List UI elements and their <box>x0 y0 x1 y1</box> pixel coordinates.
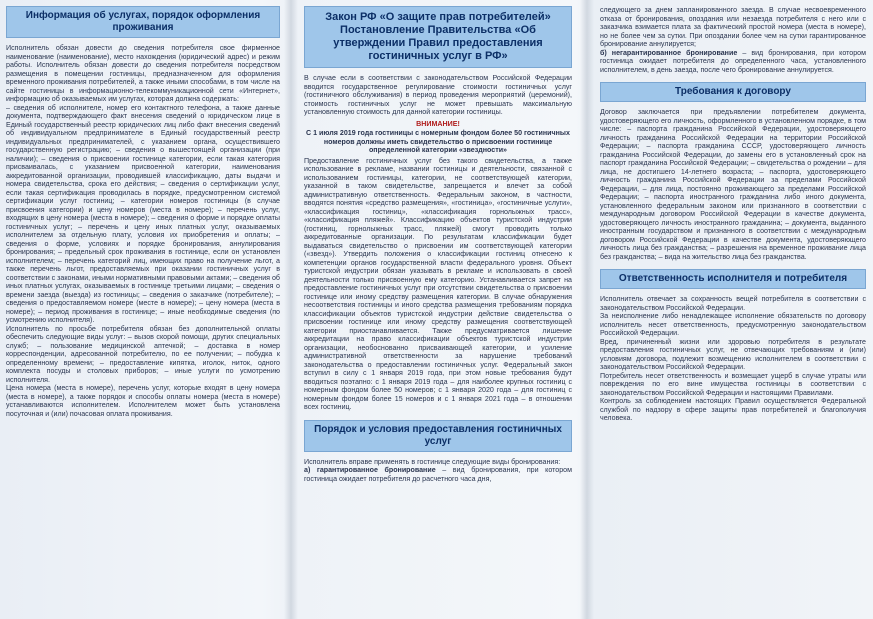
paragraph-guaranteed-booking <box>304 466 572 483</box>
paragraph-responsibility-1: Исполнитель отвечает за сохранность вещей потребителя в соответствии с законодательством Российской Федерации. <box>600 295 866 312</box>
nonguaranteed-booking-label: б) негарантированное бронирование <box>600 48 738 57</box>
heading-responsibility: Ответственность исполнителя и потребителя <box>600 269 866 289</box>
paragraph-state-regulation: В случае если в соответствии с законодательством Российской Федерации вводится государственное регулирование стоимости гостиничных услуг (гостиничного обслуживания) в период проведения мероприятий (церемоний), стоимость гостиничных услуг не может превышать максимальную установленную стоимость для данной категории гостиницы. <box>304 74 572 116</box>
heading-services-info: Информация об услугах, порядок оформления проживания <box>6 6 280 38</box>
notice-star-category: С 1 июля 2019 года гостиницы с номерным фондом более 50 гостиничных номеров должны иметь свидетельство о присвоении гостинице определенной категории «звездности» <box>306 129 570 154</box>
paragraph-guaranteed-continued: следующего за днем запланированного заезда. В случае несвоевременного отказа от бронирования, опоздания или незаезда потребителя с него или с заказчика взимается плата за фактический простой номера (места в номере), но не более чем за сутки. При опоздании более чем на сутки гарантированное бронирование аннулируется; <box>600 6 866 48</box>
paragraph-responsibility-5: Контроль за соблюдением настоящих Правил осуществляется Федеральной службой по надзору в сфере защиты прав потребителей и благополучия человека. <box>600 397 866 422</box>
paragraph-classification: Предоставление гостиничных услуг без такого свидетельства, а также использование в рекламе, названии гостиницы и деятельности, связанной с использованием гостиницы, категории, не соответствующей категории, указанной в таком свидетельстве, запрещается и влечет за собой административную ответственность. Федеральным законом, в частности, вводятся понятия «средство размещения», «гостиница», «гостиничные услуги», «классификация гостиниц», «классификация горнолыжных трасс», «классификация пляжей». Классификацию объектов туристской индустрии (гостиниц, горнолыжных трасс, пляжей) смогут проводить только аккредитованные организации. По результатам классификации будет выдаваться свидетельство о присвоении им соответствующей категории («звезд»). Утвердить положения о классификации гостиниц отнесено к компетенции органов государственной власти федерального уровня. Объект туристской индустрии обязан указывать в рекламе и использовать в своей деятельности только присвоенную ему категорию. Устанавливается запрет на предоставление гостиничных услуг при отсутствии свидетельства о присвоении гостинице или иному средству размещения категории. В случае обнаружения несоответствия гостиницы и иного средства размещения требованиям порядка классификации объектов туристской индустрии действие свидетельства о присвоении гостинице или иному средству размещения соответствующей категории приостанавливается. Также предусматривается лишение аккредитации на право классификации объектов туристской индустрии организации, необоснованно присваивающей категории, и усиление административной ответственности за нарушение требований законодательства о предоставлении гостиничных услуг. Федеральный закон вступил в силу с 1 января 2019 года, при этом новые требования будут вводиться поэтапно: с 1 января 2019 года – для наиболее крупных гостиниц с номерным фондом более 50 номеров; с 1 января 2020 года – для гостиниц с номерным фондом более 15 номеров и с 1 января 2021 года – в отношении всех гостиниц. <box>304 156 572 411</box>
paragraph-contract-documents: Договор заключается при предъявлении потребителем документа, удостоверяющего его личность, оформленного в установленном порядке, в том числе: – паспорта гражданина Российской Федерации, удостоверяющего личность гражданина Российской Федерации на территории Российской Федерации; – паспорта гражданина СССР, удостоверяющего личность гражданина Российской Федерации, до замены его в установленный срок на паспорт гражданина Российской Федерации; – свидетельства о рождении – для лица, не достигшего 14-летнего возраста; – паспорта, удостоверяющего личность гражданина Российской Федерации за пределами Российской Федерации, – для лица, постоянно проживающего за пределами Российской Федерации; – паспорта иностранного гражданина либо иного документа, установленного федеральным законом или признанного в соответствии с международным договором Российской Федерации в качестве документа, удостоверяющего личность иностранного гражданина; – документа, выданного иностранным государством и признанного в соответствии с международным договором Российской Федерации в качестве документа, удостоверяющего личность лица без гражданства; – разрешения на временное проживание лица без гражданства; – вида на жительство лица без гражданства. <box>600 108 866 261</box>
heading-contract-requirements: Требования к договору <box>600 82 866 102</box>
paragraph-responsibility-3: Вред, причиненный жизни или здоровью потребителя в результате предоставления гостиничных услуг, не отвечающих требованиям и (или) условиям договора, подлежит возмещению исполнителем в соответствии с законодательством Российской Федерации. <box>600 337 866 371</box>
column-left <box>6 6 280 613</box>
heading-consumer-law: Закон РФ «О защите прав потребителей» Постановление Правительства «Об утверждении Правил предоставления гостиничных услуг в РФ» <box>304 6 572 68</box>
paragraph-responsibility-2: За неисполнение либо ненадлежащее исполнение обязательств по договору исполнитель несет ответственность, предусмотренную законодательством Российской Федерации. <box>600 312 866 337</box>
attention-label: ВНИМАНИЕ! <box>416 119 460 128</box>
paragraph-pricing: Цена номера (места в номере), перечень услуг, которые входят в цену номера (места в номере), а также порядок и способы оплаты номера (места в номере) устанавливаются исполнителем. Исполнителем может быть установлена посуточная и (или) почасовая оплата проживания. <box>6 384 280 418</box>
fold-line-right <box>580 0 594 619</box>
paragraph-nonguaranteed-booking <box>600 49 866 75</box>
fold-line-left <box>284 0 298 619</box>
column-middle <box>304 6 572 613</box>
guaranteed-booking-label: а) гарантированное бронирование <box>304 466 436 474</box>
guaranteed-booking-text: – вид бронирования, при котором гостиница ожидает потребителя до расчетного часа дня, <box>304 466 572 483</box>
list-required-info: – сведения об исполнителе, номер его контактного телефона, а также данные документа, подтверждающего факт внесения сведений о юридическом лице в Единый государственный реестр юридических лиц либо факт внесения сведений об индивидуальном предпринимателе в Единый государственный реестр индивидуальных предпринимателей, с указанием органа, осуществившего государственную регистрацию; – сведения о вышестоящей организации (при наличии); – сведения о присвоении гостинице категории, если такая категория присваивалась, с указанием присвоенной категории, наименования аккредитованной организации, проводившей классификацию, даты выдачи и номера свидетельства, срока его действия; – сведения о сертификации услуг, если такая сертификация проводилась в порядке, предусмотренном системой сертификации услуг гостиниц; – категории номеров гостиницы (в случае присвоения категории) и цену номеров (места в номере); – перечень услуг, входящих в цену номера (места в номере); – сведения о форме и порядке оплаты гостиничных услуг; – перечень и цену иных платных услуг, оказываемых исполнителем за отдельную плату, условия их приобретения и оплаты; – сведения о форме, условиях и порядке бронирования, аннулирования бронирования; – предельный срок проживания в гостинице, если он установлен исполнителем; – перечень категорий лиц, имеющих право на получение льгот, а также перечень льгот, предоставляемых при оказании гостиничных услуг в соответствии с законами, иными нормативными правовыми актами; – сведения об иных платных услугах, оказываемых в гостинице третьими лицами; – сведения о времени заезда (выезда) из гостиницы; – сведения о заказчике (потребителе); – сведения о предоставляемом номере (месте в номере); – цену номера (места в номере); – период проживания в гостинице; – иные необходимые сведения (по усмотрению исполнителя). <box>6 103 280 324</box>
heading-booking-order: Порядок и условия предоставления гостиничных услуг <box>304 420 572 452</box>
paragraph-obligations: Исполнитель обязан довести до сведения потребителя свое фирменное наименование (наименование), место нахождения (юридический адрес) и режим работы. Исполнитель обязан довести до сведения потребителя посредством размещения в помещении гостиницы, предназначенном для оформления временного проживания потребителей, а также иными способами, в том числе на сайте гостиницы в информационно-телекоммуникационной сети «Интернет», информацию об оказываемых им услугах, которая должна содержать: <box>6 44 280 103</box>
paragraph-booking-types: Исполнитель вправе применять в гостинице следующие виды бронирования: <box>304 457 561 466</box>
paragraph-free-services: Исполнитель по просьбе потребителя обязан без дополнительной оплаты обеспечить следующие виды услуг: – вызов скорой помощи, других специальных служб; – пользование медицинской аптечкой; – доставка в номер корреспонденции, адресованной потребителю, по ее получении; – побудка к определенному времени; – предоставление кипятка, иголок, ниток, одного комплекта посуды и столовых приборов; – иные услуги по усмотрению исполнителя. <box>6 324 280 384</box>
paragraph-responsibility-4: Потребитель несет ответственность и возмещает ущерб в случае утраты или повреждения по его вине имущества гостиницы в соответствии с законодательством Российской Федерации и настоящими Правилами. <box>600 371 866 397</box>
column-right <box>600 6 866 613</box>
nonguaranteed-booking-text: – вид бронирования, при котором гостиница ожидает потребителя до определенного часа, установленного исполнителем, в день заезда, после чего бронирование аннулируется. <box>600 48 866 74</box>
